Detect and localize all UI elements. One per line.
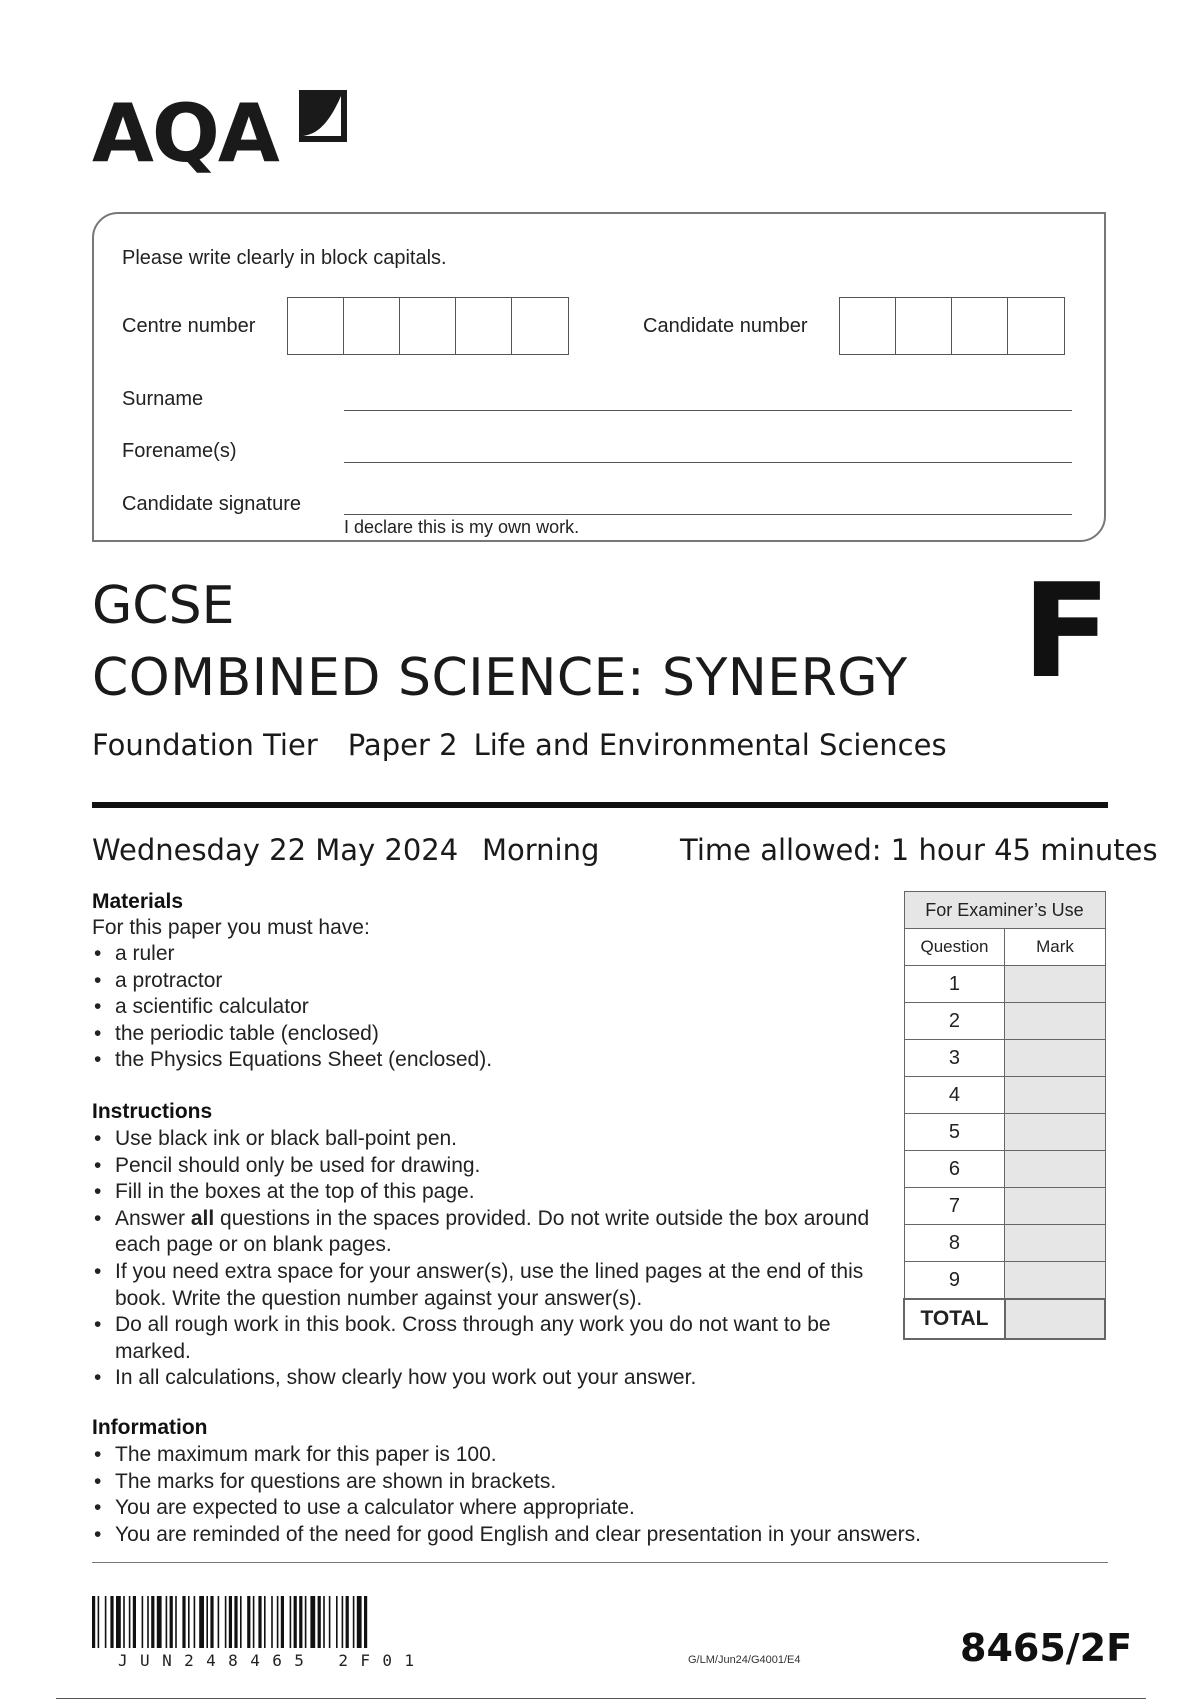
- declaration-text: I declare this is my own work.: [344, 517, 580, 537]
- total-mark-cell[interactable]: [1005, 1299, 1105, 1339]
- barcode-number: JUN248465 2F01: [118, 1651, 427, 1670]
- examiner-use-table: [903, 891, 1106, 1340]
- list-item: • The marks for questions are shown in brackets.: [92, 1469, 992, 1496]
- centre-number-box[interactable]: [400, 298, 456, 354]
- title-divider: [92, 802, 1108, 808]
- centre-number-box[interactable]: [344, 298, 400, 354]
- surname-label: Surname: [122, 388, 204, 410]
- instructions-heading: Instructions: [92, 1100, 213, 1123]
- question-number: 5: [904, 1114, 1005, 1151]
- signature-label: Candidate signature: [122, 493, 302, 515]
- table-row: [904, 1077, 1105, 1114]
- materials-list: [92, 941, 892, 1074]
- list-item: • the Physics Equations Sheet (enclosed).: [92, 1047, 892, 1074]
- question-number: 4: [904, 1077, 1005, 1114]
- mark-cell[interactable]: [1005, 1151, 1105, 1188]
- block-capitals-instruction: Please write clearly in block capitals.: [122, 247, 447, 269]
- exam-session: Morning: [482, 833, 600, 867]
- mark-cell[interactable]: [1005, 966, 1105, 1003]
- centre-number-box[interactable]: [512, 298, 568, 354]
- paper-code: 8465/2F: [960, 1626, 1133, 1670]
- list-item: • Answer all questions in the spaces provided. Do not write outside the box around each page or on blank pages.: [92, 1206, 882, 1259]
- aqa-logo: [92, 88, 352, 183]
- centre-number-box[interactable]: [288, 298, 344, 354]
- mark-cell[interactable]: [1005, 1262, 1105, 1300]
- total-label: TOTAL: [904, 1299, 1005, 1339]
- footer-divider: [92, 1562, 1108, 1563]
- table-row: [904, 1188, 1105, 1225]
- forenames-field[interactable]: [344, 462, 1072, 463]
- centre-number-field[interactable]: [287, 297, 569, 355]
- signature-field[interactable]: [344, 514, 1072, 515]
- list-item: • You are reminded of the need for good English and clear presentation in your answers.: [92, 1522, 992, 1549]
- total-row: [904, 1299, 1105, 1339]
- question-number: 7: [904, 1188, 1005, 1225]
- qualification-title: GCSE: [92, 576, 235, 636]
- paper-number: Paper 2: [347, 728, 458, 762]
- table-row: [904, 1114, 1105, 1151]
- list-item: • a ruler: [92, 941, 892, 968]
- candidate-number-box[interactable]: [896, 298, 952, 354]
- mark-cell[interactable]: [1005, 1188, 1105, 1225]
- emphasis-all: all: [190, 1206, 215, 1230]
- examiner-table-title: For Examiner’s Use: [904, 892, 1105, 929]
- candidate-number-box[interactable]: [1008, 298, 1064, 354]
- mark-column-header: Mark: [1005, 929, 1105, 966]
- materials-heading: Materials: [92, 890, 184, 913]
- candidate-details-box: [92, 212, 1106, 542]
- table-row: [904, 966, 1105, 1003]
- list-item: • You are expected to use a calculator where appropriate.: [92, 1495, 992, 1522]
- centre-number-label: Centre number: [122, 315, 256, 337]
- materials-intro: For this paper you must have:: [92, 916, 370, 939]
- list-item: • Pencil should only be used for drawing.: [92, 1153, 882, 1180]
- centre-number-box[interactable]: [456, 298, 512, 354]
- mark-cell[interactable]: [1005, 1225, 1105, 1262]
- tier-letter: F: [1022, 555, 1111, 707]
- candidate-number-label: Candidate number: [643, 315, 808, 337]
- information-heading: Information: [92, 1416, 208, 1439]
- aqa-mark-icon: [293, 88, 349, 144]
- barcode-icon: [92, 1596, 502, 1648]
- list-item: • the periodic table (enclosed): [92, 1021, 892, 1048]
- instructions-list: [92, 1126, 882, 1392]
- exam-date: Wednesday 22 May 2024: [92, 833, 459, 867]
- mark-cell[interactable]: [1005, 1040, 1105, 1077]
- question-number: 9: [904, 1262, 1005, 1300]
- mark-cell[interactable]: [1005, 1114, 1105, 1151]
- list-item: • If you need extra space for your answer(s), use the lined pages at the end of this book. Write the question number against your answer(s).: [92, 1259, 882, 1312]
- document-reference: G/LM/Jun24/G4001/E4: [688, 1654, 801, 1666]
- table-row: [904, 1225, 1105, 1262]
- tier-line: [92, 728, 977, 762]
- question-number: 6: [904, 1151, 1005, 1188]
- list-item: • Use black ink or black ball-point pen.: [92, 1126, 882, 1153]
- list-item: • a scientific calculator: [92, 994, 892, 1021]
- mark-cell[interactable]: [1005, 1077, 1105, 1114]
- question-number: 2: [904, 1003, 1005, 1040]
- list-item: • Fill in the boxes at the top of this page.: [92, 1179, 882, 1206]
- table-row: [904, 1262, 1105, 1300]
- subject-title: COMBINED SCIENCE: SYNERGY: [92, 648, 908, 708]
- candidate-number-box[interactable]: [840, 298, 896, 354]
- mark-cell[interactable]: [1005, 1003, 1105, 1040]
- candidate-number-box[interactable]: [952, 298, 1008, 354]
- list-item: • Do all rough work in this book. Cross through any work you do not want to be marked.: [92, 1312, 882, 1365]
- question-column-header: Question: [904, 929, 1005, 966]
- question-number: 1: [904, 966, 1005, 1003]
- page-edge-line: [56, 1698, 1146, 1699]
- table-row: [904, 1040, 1105, 1077]
- list-item: • In all calculations, show clearly how you work out your answer.: [92, 1365, 882, 1392]
- table-row: [904, 1151, 1105, 1188]
- question-number: 3: [904, 1040, 1005, 1077]
- paper-title: Life and Environmental Sciences: [473, 728, 947, 762]
- table-row: [904, 1003, 1105, 1040]
- surname-field[interactable]: [344, 410, 1072, 411]
- list-item: • a protractor: [92, 968, 892, 995]
- time-allowed: Time allowed: 1 hour 45 minutes: [680, 833, 1158, 867]
- question-number: 8: [904, 1225, 1005, 1262]
- candidate-number-field[interactable]: [839, 297, 1065, 355]
- logo-wordmark: AQA: [92, 87, 278, 180]
- information-list: [92, 1442, 992, 1548]
- forenames-label: Forename(s): [122, 440, 237, 462]
- list-item: • The maximum mark for this paper is 100.: [92, 1442, 992, 1469]
- tier-label: Foundation Tier: [92, 728, 318, 762]
